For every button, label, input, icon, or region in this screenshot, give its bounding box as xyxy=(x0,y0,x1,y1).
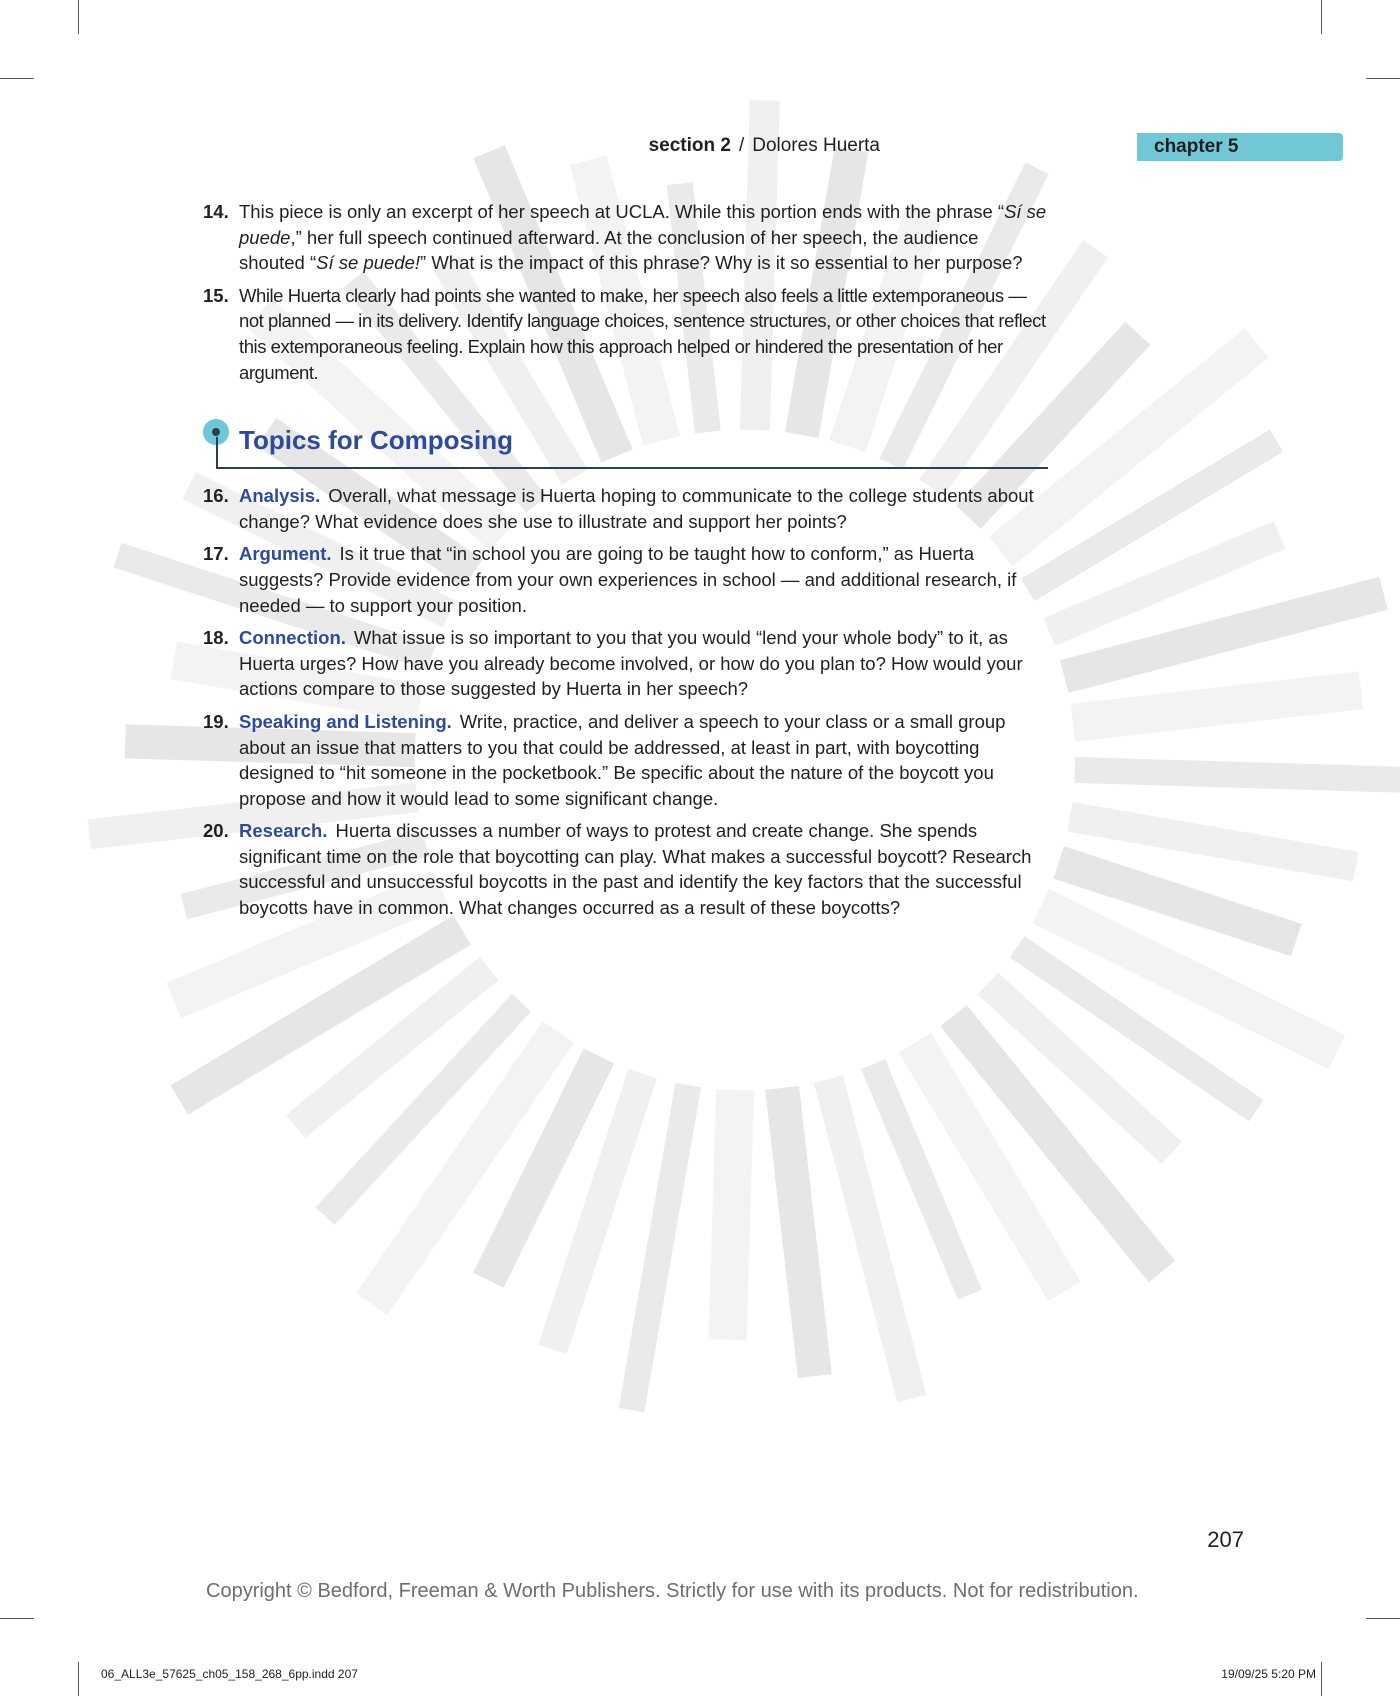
section-label: section 2 xyxy=(648,135,731,156)
topics-heading-block xyxy=(203,419,1048,469)
topic-label: Analysis. xyxy=(239,485,321,507)
question-text: While Huerta clearly had points she wanted to make, her speech also feels a little extemporaneous — not planned — in its delivery. Identify language choices, sentence structures, or other choices that reflect this extemporaneous feeling. Explain how this approach helped or hindered the presentation of her argument. xyxy=(239,284,1046,383)
running-header xyxy=(0,133,1400,163)
sunburst-ray xyxy=(1073,690,1361,723)
question-text: Is it true that “in school you are going to be taught how to conform,” as Huerta suggests? Provide evidence from your own experiences in school — and additional research, if needed — to support your position. xyxy=(239,543,1017,616)
sunburst-ray xyxy=(1070,817,1356,867)
question-number: 18. xyxy=(203,627,229,649)
file-slug: 06_ALL3e_57625_ch05_158_268_6pp.indd 207 xyxy=(101,1667,358,1681)
print-date: 19/09/25 5:20 PM xyxy=(1221,1667,1316,1681)
question-text: What issue is so important to you that you would “lend your whole body” to it, as Huerta urges? How have you already become involved, or how do you plan to? How would your actions compare to those suggested by Huerta in her speech? xyxy=(239,627,1023,700)
chapter-tab: chapter 5 xyxy=(1137,133,1343,161)
section-breadcrumb xyxy=(649,135,880,157)
question-text: Write, practice, and deliver a speech to your class or a small group about an issue that matters to you that could be addressed, at least in part, with boycotting designed to “hit someone in the pocketbook.” Be specific about the nature of the boycott you propose and how it would lead to some significant change. xyxy=(239,710,1006,809)
topic-item xyxy=(203,541,1048,618)
section-title: Dolores Huerta xyxy=(752,135,880,156)
heading-stem xyxy=(216,437,218,469)
topic-item xyxy=(203,483,1048,534)
topic-label: Research. xyxy=(239,820,328,842)
heading-rule xyxy=(216,467,1048,469)
sunburst-ray xyxy=(295,969,489,1127)
breadcrumb-separator: / xyxy=(738,135,745,156)
question-number: 15. xyxy=(203,284,229,306)
topic-label: Connection. xyxy=(239,627,346,649)
page-content xyxy=(203,199,1048,928)
question-text: This piece is only an excerpt of her speech at UCLA. While this portion ends with the phrase “Sí se puede,” her full speech continued afterward. At the conclusion of her speech, the audience shouted “Sí se puede!” What is the impact of this phrase? Why is it so essential to her purpose? xyxy=(239,201,1047,274)
section-heading: Topics for Composing xyxy=(239,425,513,456)
question-item xyxy=(203,199,1048,276)
question-number: 14. xyxy=(203,201,229,222)
question-number: 16. xyxy=(203,485,229,507)
sunburst-ray xyxy=(782,1088,815,1376)
topic-item xyxy=(203,818,1048,920)
page-number: 207 xyxy=(1207,1527,1244,1552)
question-text: Overall, what message is Huerta hoping to communicate to the college students about change? What evidence does she use to illustrate and support her points? xyxy=(239,485,1034,532)
question-text: Huerta discusses a number of ways to protest and create change. She spends significant time on the role that boycotting can play. What makes a successful boycott? Research successful and unsuccessful boycotts in the past and identify the key factors that the successful boycotts have in common. What changes occurred as a result of these boycotts? xyxy=(239,820,1032,919)
question-item xyxy=(203,283,1048,385)
topic-label: Argument. xyxy=(239,543,332,565)
topic-item xyxy=(203,625,1048,702)
topic-item xyxy=(203,709,1048,811)
sunburst-ray xyxy=(1075,770,1400,780)
question-number: 17. xyxy=(203,543,229,565)
sunburst-ray xyxy=(632,1085,689,1410)
topic-label: Speaking and Listening. xyxy=(239,710,452,732)
question-number: 19. xyxy=(203,710,229,732)
copyright-notice: Copyright © Bedford, Freeman & Worth Publishers. Strictly for use with its products. Not for redistribution. xyxy=(206,1580,1139,1602)
question-number: 20. xyxy=(203,820,229,842)
sunburst-ray xyxy=(728,1090,735,1340)
